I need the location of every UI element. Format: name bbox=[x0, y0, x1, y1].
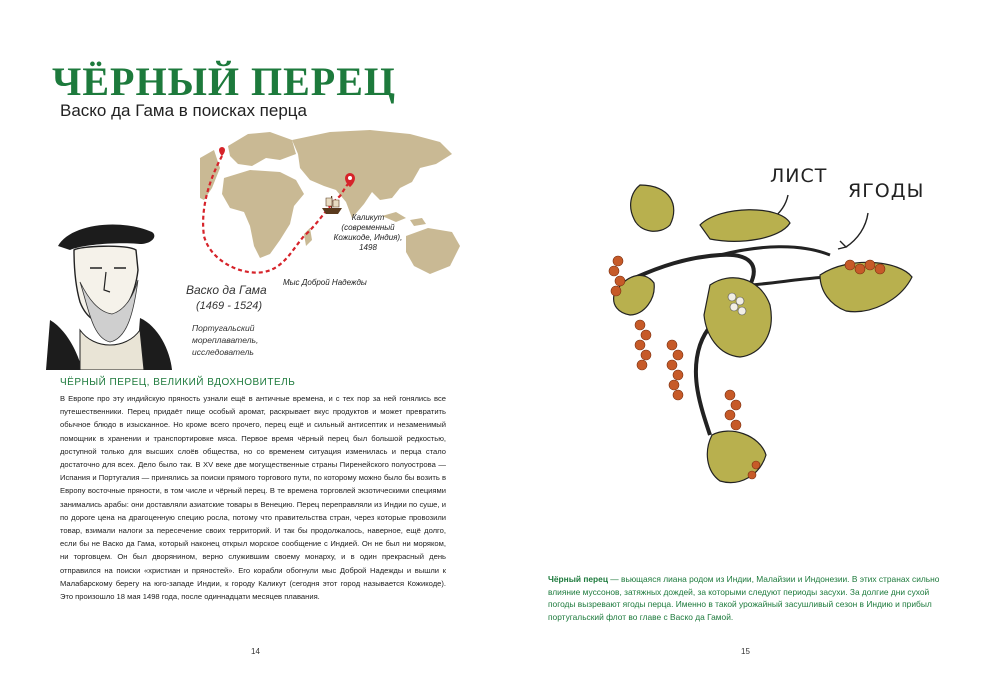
plant-caption-text: — вьющаяся лиана родом из Индии, Малайзии и Индонезии. В этих странах сильно влияние муссонов, затяжных дождей, за которыми следуют периоды засухи. За долгие дни сухой погоды вызревают ягоды перца. Именно в такой урожайный засушливый сезон в Индию и прибыл португальский флот во главе с Васко да Гамой. bbox=[548, 574, 940, 622]
plant-caption bbox=[548, 573, 948, 623]
map-land-americas bbox=[200, 150, 220, 200]
ship-icon bbox=[322, 196, 342, 214]
plant-caption-title: Чёрный перец bbox=[548, 574, 608, 584]
lisbon-pin-icon bbox=[219, 147, 225, 156]
page-number-right: 15 bbox=[741, 647, 750, 656]
map-land-australia bbox=[406, 228, 460, 274]
right-page bbox=[500, 0, 1000, 686]
leaf-1 bbox=[631, 185, 674, 231]
berries-label: ЯГОДЫ bbox=[848, 180, 925, 202]
body-text: В Европе про эту индийскую пряность узнали ещё в античные времена, и с тех пор за ней гонялись все путешественники. Перец придаёт пище особый аромат, раскрывает вкус продуктов и может превратить обычное блюдо в изысканное. Но кроме всего прочего, перец ещё и сильный антисептик и незаменимый помощник в хранении и транспортировке мяса. Первое время чёрный перец был большой редкостью, доступной только для высших слоёв общества, но со временем ситуация изменилась и перца стало достаточно для всех. Дело было так. В XV веке две могущественные страны Пиренейского полуострова — Испания и Португалия — принялись за поиски прямого торгового пути, по которому можно было бы возить в Европу восточные пряности, в том числе и чёрный перец. В те времена торговлей экзотическими специями занимались арабы: они доставляли азиатские товары в Венецию. Перец переправляли из Индии по суше, и по дороге цена на драгоценную специю росла, потому что правительства стран, через которые провозили товар, взимали налоги за пересечение своих территорий. И так бы продолжалось, наверное, ещё долго, если бы не Васко да Гама, который наконец открыл морское сообщение с Индией. Он не был ни моряком, ни торговцем. Он был дворянином, верно служившим своему монарху, и в один прекрасный день отправился на поиски «христиан и пряностей». Его корабли обогнули мыс Доброй Надежды и вышли к Малабарскому берегу на юго-западе Индии, к городу Каликут (сегодня этот город называется Кожикоде). Это произошло 18 мая 1498 года, после одиннадцати месяцев плавания. bbox=[60, 394, 446, 602]
map-land-madagascar bbox=[304, 228, 312, 246]
leaf-2 bbox=[700, 210, 790, 242]
leaf-label: ЛИСТ bbox=[770, 165, 828, 187]
leaf-5 bbox=[707, 431, 766, 482]
berries-arrow-icon bbox=[838, 213, 868, 249]
calicut-label: Каликут (современный Кожикоде, Индия), 1498 bbox=[333, 213, 403, 252]
page-title: ЧЁРНЫЙ ПЕРЕЦ bbox=[52, 59, 396, 104]
map-land-europe bbox=[228, 132, 296, 166]
leaf-3 bbox=[820, 262, 912, 311]
world-map-illustration bbox=[200, 128, 470, 288]
vasco-da-gama-portrait bbox=[40, 210, 180, 370]
page-number-left: 14 bbox=[251, 647, 260, 656]
page-subtitle: Васко да Гама в поисках перца bbox=[60, 101, 307, 120]
portrait-caption: Португальский мореплаватель, исследователь bbox=[192, 323, 259, 357]
map-land-africa bbox=[222, 170, 304, 258]
portrait-years: (1469 - 1524) bbox=[196, 300, 263, 312]
portrait-name: Васко да Гама bbox=[186, 283, 267, 297]
section-heading: ЧЁРНЫЙ ПЕРЕЦ, ВЕЛИКИЙ ВДОХНОВИТЕЛЬ bbox=[60, 377, 296, 388]
map-land-asia bbox=[292, 130, 452, 218]
pepper-plant-illustration bbox=[600, 165, 945, 505]
cape-label: Мыс Доброй Надежды bbox=[283, 278, 367, 287]
leaf-4 bbox=[704, 278, 771, 357]
